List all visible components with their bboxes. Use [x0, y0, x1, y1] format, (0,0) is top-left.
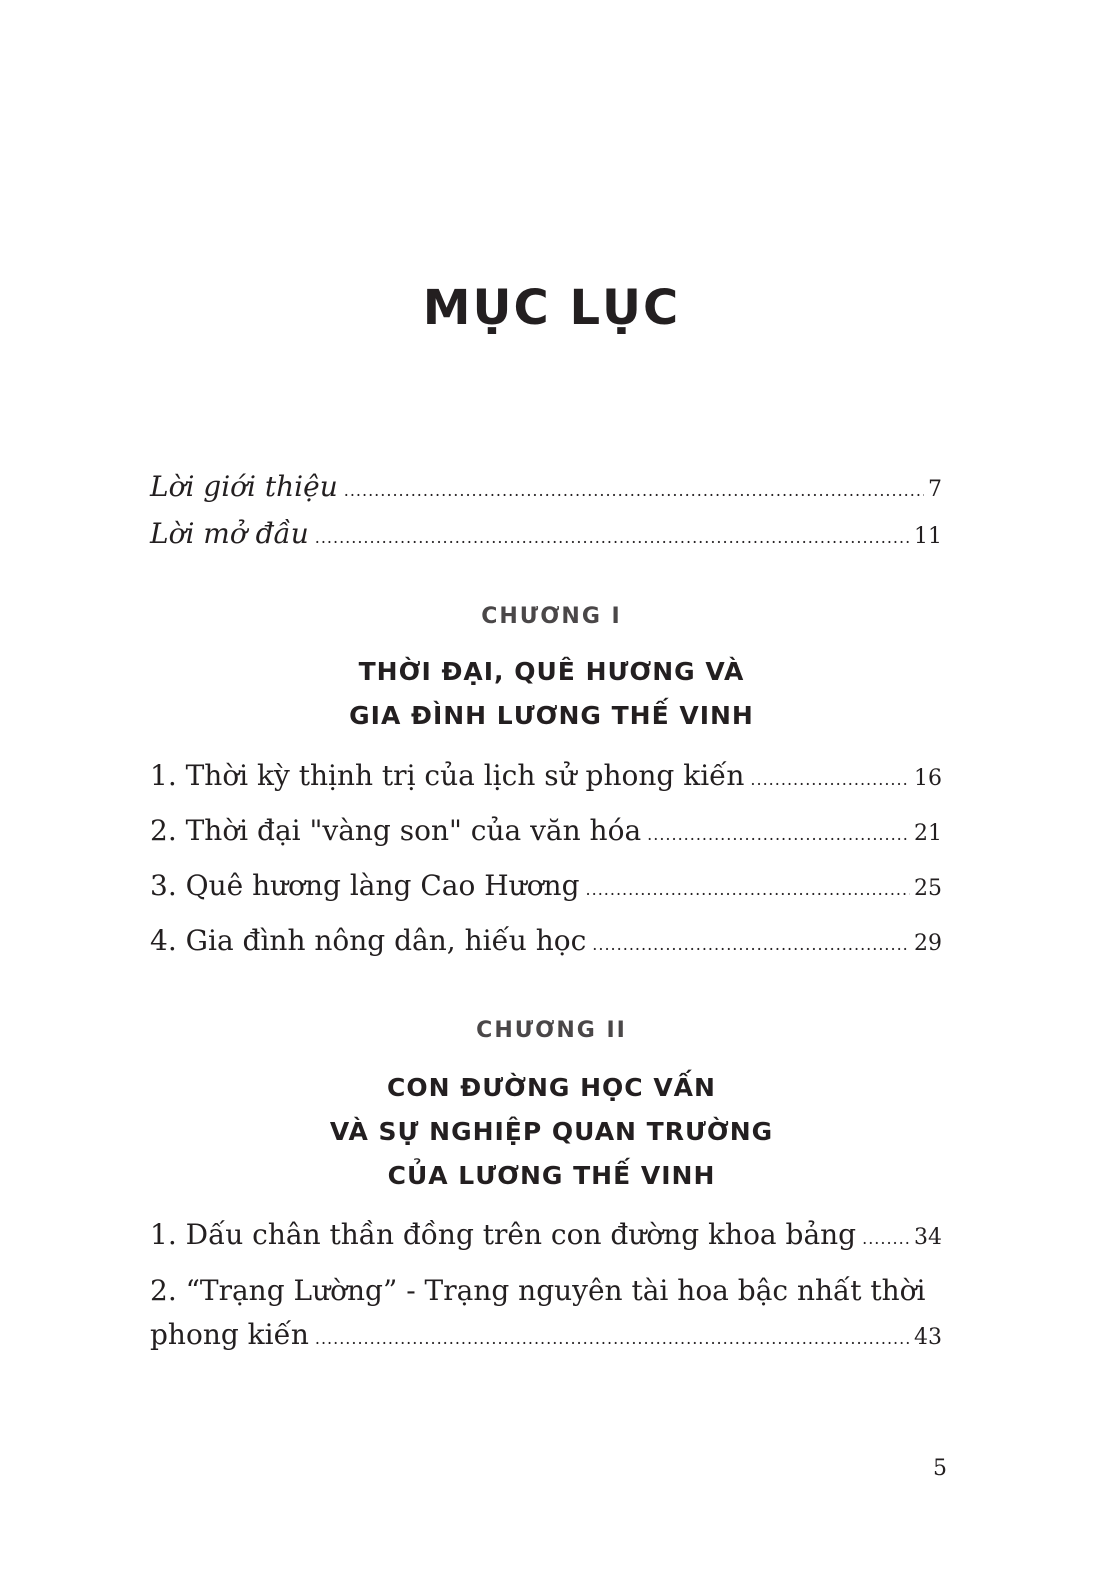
leader-dots [344, 474, 924, 508]
toc-entry-label: Lời mở đầu [150, 517, 309, 550]
toc-entry-ch1-2[interactable] [150, 814, 942, 852]
toc-entry-ch2-1[interactable] [150, 1218, 942, 1256]
chapter-title-line: VÀ SỰ NGHIỆP QUAN TRƯỜNG [329, 1117, 774, 1146]
toc-entry-page: 34 [914, 1225, 942, 1250]
toc-entry-line2 [150, 1318, 942, 1356]
leader-dots [315, 521, 910, 555]
toc-entry-intro[interactable] [150, 470, 942, 508]
toc-entry-label: 2. Thời đại "vàng son" của văn hóa [150, 814, 642, 847]
toc-entry-page: 29 [914, 931, 942, 956]
toc-entry-preface[interactable] [150, 517, 942, 555]
toc-entry-label: Lời giới thiệu [150, 470, 338, 503]
toc-entry-label-continued: phong kiến [150, 1318, 309, 1351]
toc-entry-label: 1. Thời kỳ thịnh trị của lịch sử phong kiến [150, 759, 745, 792]
toc-entry-page: 11 [914, 524, 942, 549]
chapter-title-line: THỜI ĐẠI, QUÊ HƯƠNG VÀ [358, 657, 745, 686]
chapter-title-line: CỦA LƯƠNG THẾ VINH [387, 1161, 716, 1190]
leader-dots [647, 818, 910, 852]
leader-dots [315, 1322, 910, 1356]
page-title: MỤC LỤC [422, 280, 681, 336]
toc-entry-page: 25 [914, 876, 942, 901]
toc-entry-page: 7 [928, 477, 942, 502]
toc-entry-page: 16 [914, 766, 942, 791]
page-number: 5 [933, 1456, 947, 1481]
toc-entry-label: 4. Gia đình nông dân, hiếu học [150, 924, 587, 957]
toc-entry-label: 2. “Trạng Lường” - Trạng nguyên tài hoa bậc nhất thời [150, 1274, 926, 1307]
toc-entry-ch1-4[interactable] [150, 924, 942, 962]
leader-dots [862, 1222, 910, 1256]
toc-entry-label: 1. Dấu chân thần đồng trên con đường khoa bảng [150, 1218, 857, 1251]
toc-entry-ch1-3[interactable] [150, 869, 942, 907]
leader-dots [750, 763, 910, 797]
toc-entry-page: 43 [914, 1325, 942, 1350]
leader-dots [586, 873, 910, 907]
toc-entry-ch2-2[interactable] [150, 1274, 942, 1354]
chapter-heading-2 [0, 1016, 1103, 1198]
toc-entry-label: 3. Quê hương làng Cao Hương [150, 869, 580, 902]
chapter-title-line: GIA ĐÌNH LƯƠNG THẾ VINH [349, 701, 754, 730]
chapter-heading-1 [0, 602, 1103, 738]
leader-dots [592, 928, 910, 962]
chapter-title-line: CON ĐƯỜNG HỌC VẤN [387, 1073, 716, 1102]
chapter-label: CHƯƠNG II [476, 1018, 627, 1043]
toc-entry-ch1-1[interactable] [150, 759, 942, 797]
toc-entry-page: 21 [914, 821, 942, 846]
chapter-label: CHƯƠNG I [481, 604, 622, 629]
